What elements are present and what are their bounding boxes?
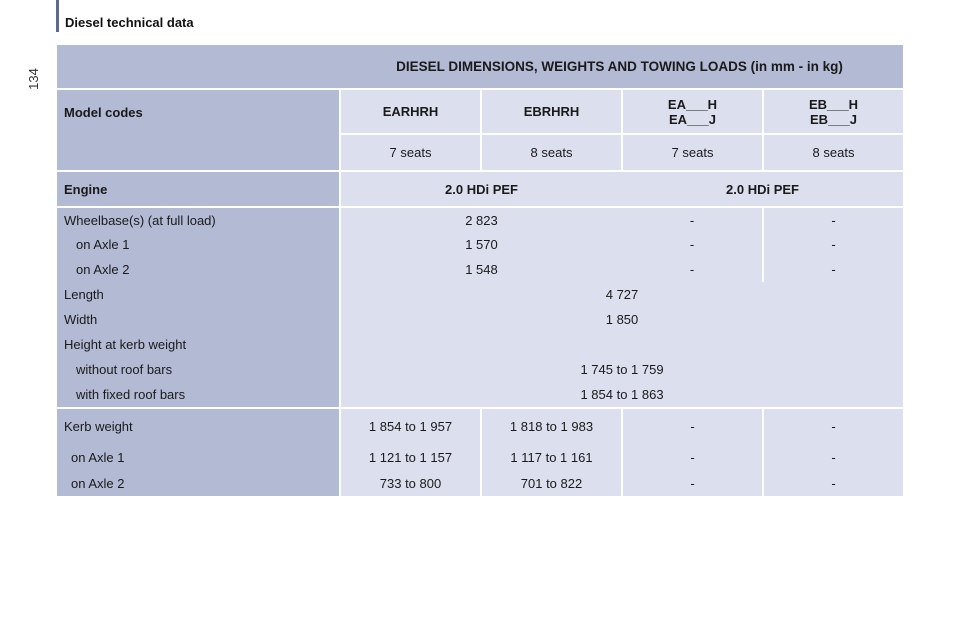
- kerb-axle2-value: -: [622, 470, 763, 496]
- diesel-specs-table: [57, 45, 903, 496]
- wheelbase-axle2-value: -: [622, 257, 763, 282]
- kerb-axle2-value: -: [763, 470, 903, 496]
- engine-value: 2.0 HDi PEF: [622, 171, 903, 207]
- wheelbase-axle1-value: -: [622, 232, 763, 257]
- kerb-weight-value: 1 854 to 1 957: [340, 408, 481, 444]
- kerb-axle1-label: on Axle 1: [57, 444, 340, 470]
- wheelbase-axle2-label: on Axle 2: [57, 257, 340, 282]
- code-line: EA___H: [667, 96, 718, 112]
- kerb-axle2-value: 733 to 800: [340, 470, 481, 496]
- code-line: EA___J: [669, 111, 716, 127]
- wheelbase-value: 2 823: [340, 207, 622, 232]
- code-cell: EARHRH: [340, 89, 481, 134]
- kerb-axle2-row: [57, 470, 903, 496]
- seats-cell: 8 seats: [763, 134, 903, 171]
- without-roof-bars-label: without roof bars: [57, 357, 340, 382]
- length-row: [57, 282, 903, 307]
- kerb-axle1-value: -: [763, 444, 903, 470]
- kerb-axle1-row: [57, 444, 903, 470]
- model-codes-row: [57, 89, 903, 134]
- wheelbase-axle2-row: [57, 257, 903, 282]
- length-value: 4 727: [340, 282, 903, 307]
- kerb-weight-value: -: [763, 408, 903, 444]
- kerb-axle1-value: -: [622, 444, 763, 470]
- wheelbase-axle1-value: 1 570: [340, 232, 622, 257]
- code-cell: [622, 89, 763, 134]
- table-title-row: [57, 45, 903, 89]
- wheelbase-row: [57, 207, 903, 232]
- page-number: 134: [25, 68, 41, 90]
- model-codes-label: Model codes: [57, 89, 340, 134]
- kerb-axle2-label: on Axle 2: [57, 470, 340, 496]
- section-title: Diesel technical data: [65, 15, 194, 30]
- header-rule: [56, 0, 59, 32]
- kerb-weight-row: [57, 408, 903, 444]
- height-without-roof-bars-row: [57, 357, 903, 382]
- length-label: Length: [57, 282, 340, 307]
- without-roof-bars-value: 1 745 to 1 759: [340, 357, 903, 382]
- wheelbase-axle2-value: 1 548: [340, 257, 622, 282]
- engine-value: 2.0 HDi PEF: [340, 171, 622, 207]
- seats-cell: 8 seats: [481, 134, 622, 171]
- code-cell: [763, 89, 903, 134]
- width-label: Width: [57, 307, 340, 332]
- wheelbase-axle1-value: -: [763, 232, 903, 257]
- code-cell: EBRHRH: [481, 89, 622, 134]
- wheelbase-value: -: [622, 207, 763, 232]
- kerb-axle1-value: 1 121 to 1 157: [340, 444, 481, 470]
- with-roof-bars-label: with fixed roof bars: [57, 382, 340, 408]
- kerb-axle1-value: 1 117 to 1 161: [481, 444, 622, 470]
- height-with-roof-bars-row: [57, 382, 903, 408]
- wheelbase-label: Wheelbase(s) (at full load): [57, 207, 340, 232]
- engine-label: Engine: [57, 171, 340, 207]
- wheelbase-value: -: [763, 207, 903, 232]
- width-row: [57, 307, 903, 332]
- kerb-weight-value: 1 818 to 1 983: [481, 408, 622, 444]
- with-roof-bars-value: 1 854 to 1 863: [340, 382, 903, 408]
- height-value-empty: [340, 332, 903, 357]
- code-line: EB___J: [810, 111, 857, 127]
- width-value: 1 850: [340, 307, 903, 332]
- height-label: Height at kerb weight: [57, 332, 340, 357]
- seats-row: [57, 134, 903, 171]
- kerb-weight-value: -: [622, 408, 763, 444]
- wheelbase-axle2-value: -: [763, 257, 903, 282]
- wheelbase-axle1-row: [57, 232, 903, 257]
- code-line: EB___H: [808, 96, 859, 112]
- table-title: DIESEL DIMENSIONS, WEIGHTS AND TOWING LOADS (in mm - in kg): [57, 45, 903, 89]
- seats-cell: 7 seats: [340, 134, 481, 171]
- seats-label-empty: [57, 134, 340, 171]
- seats-cell: 7 seats: [622, 134, 763, 171]
- height-row: [57, 332, 903, 357]
- kerb-axle2-value: 701 to 822: [481, 470, 622, 496]
- wheelbase-axle1-label: on Axle 1: [57, 232, 340, 257]
- engine-row: [57, 171, 903, 207]
- kerb-weight-label: Kerb weight: [57, 408, 340, 444]
